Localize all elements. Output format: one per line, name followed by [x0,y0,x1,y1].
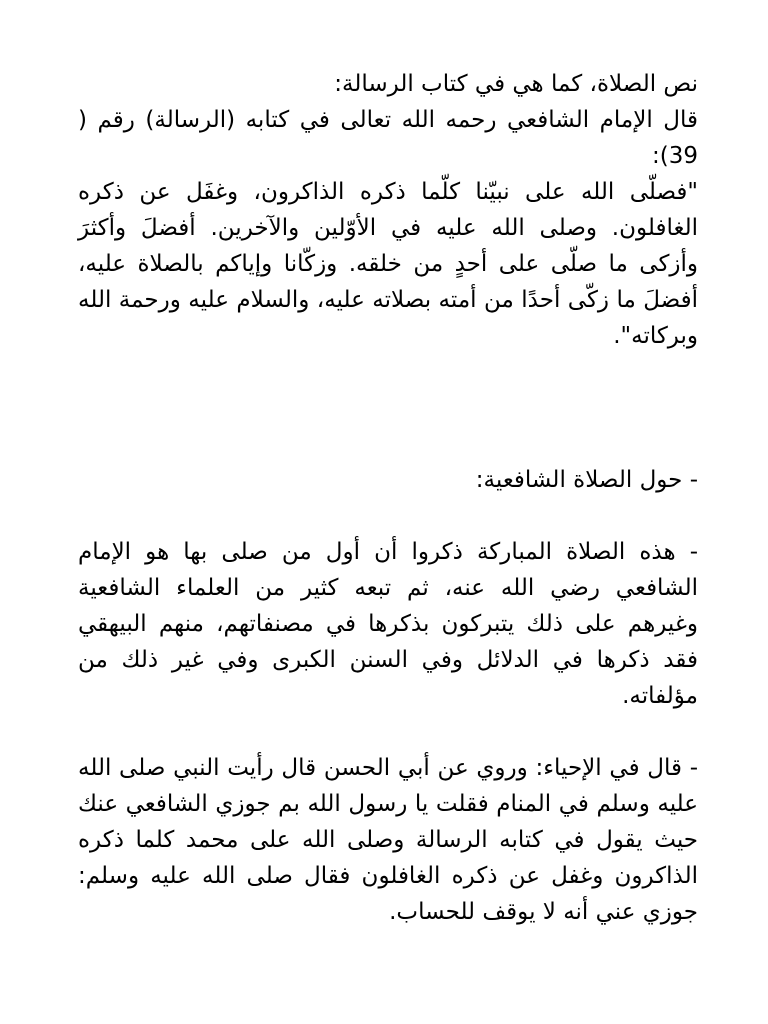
spacer [78,714,698,750]
section-heading-risala: نص الصلاة، كما هي في كتاب الرسالة: [334,71,698,97]
paragraph-ihya: - قال في الإحياء: وروي عن أبي الحسن قال رأيت النبي صلى الله عليه وسلم في المنام فقلت يا رسول الله بم جوزي الشافعي عنك حيث يقول في كتابه الرسالة وصلى الله على محمد كلما ذكره الذاكرون وغفل عن ذكره الغافلون فقال صلى الله عليه وسلم: جوزي عني أنه لا يوقف للحساب. [78,755,698,925]
spacer [78,498,698,534]
salawat-quote: "فصلّى الله على نبيّنا كلّما ذكره الذاكرون، وغفَل عن ذكره الغافلون. وصلى الله عليه في الأوّلين والآخرين. أفضلَ وأكثرَ وأزكى ما صلّى على أحدٍ من خلقه. وزكّانا وإياكم بالصلاة عليه، أفضلَ ما زكّى أحدًا من أمته بصلاته عليه، والسلام عليه ورحمة الله وبركاته". [78,179,698,349]
spacer [78,354,698,462]
section-heading-shafii-salawat: - حول الصلاة الشافعية: [475,467,698,493]
intro-paragraph: قال الإمام الشافعي رحمه الله تعالى في كتابه (الرسالة) رقم ( 39): [78,107,698,169]
document-page [78,66,698,930]
paragraph-origin: - هذه الصلاة المباركة ذكروا أن أول من صلى بها هو الإمام الشافعي رضي الله عنه، ثم تبعه كثير من العلماء الشافعية وغيرهم على ذلك يتبركون بذكرها في مصنفاتهم، منهم البيهقي فقد ذكرها في الدلائل وفي السنن الكبرى وفي غير ذلك من مؤلفاته. [78,539,698,709]
